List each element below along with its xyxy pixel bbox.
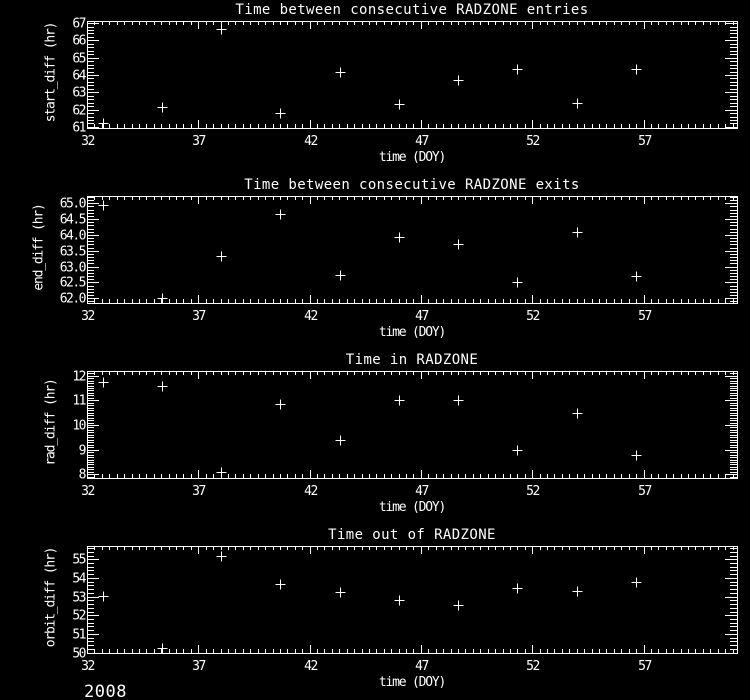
- tick-label: 42: [304, 484, 317, 499]
- tick-label: 52: [526, 134, 539, 149]
- tick-label: 62.5: [59, 275, 85, 291]
- panel3-y-axis-label: rad_diff (hr): [43, 379, 59, 466]
- panel3-title: Time in RADZONE: [345, 352, 479, 368]
- tick-label: 47: [415, 659, 428, 674]
- panel3-plot: [72, 370, 737, 500]
- tick-label: 42: [304, 309, 317, 324]
- tick-label: 63.0: [59, 260, 85, 276]
- tick-label: 47: [415, 484, 428, 499]
- tick-label: 52: [72, 608, 85, 624]
- tick-label: 8: [78, 467, 85, 483]
- tick-label: 57: [638, 309, 651, 324]
- axes-frame: [88, 197, 738, 304]
- panel1-data-points: [99, 25, 642, 129]
- tick-label: 64: [72, 68, 85, 84]
- year-label: 2008: [84, 682, 127, 700]
- tick-label: 65.0: [59, 196, 85, 212]
- tick-label: 53: [72, 590, 85, 606]
- tick-label: 37: [192, 134, 205, 149]
- tick-label: 50: [72, 646, 85, 662]
- tick-label: 64.0: [59, 228, 85, 244]
- panel1-x-axis-label: time (DOY): [378, 150, 446, 165]
- tick-label: 64.5: [59, 212, 85, 228]
- tick-label: 42: [304, 659, 317, 674]
- tick-label: 37: [192, 484, 205, 499]
- axes-frame: [88, 547, 738, 654]
- tick-label: 66: [72, 33, 85, 49]
- tick-label: 55: [72, 552, 85, 568]
- panel2-title: Time between consecutive RADZONE exits: [244, 177, 580, 193]
- panel4-data-points: [99, 552, 642, 654]
- tick-label: 12: [72, 369, 85, 385]
- tick-label: 32: [81, 484, 94, 499]
- tick-label: 67: [72, 16, 85, 32]
- tick-label: 61: [72, 120, 85, 136]
- axes-frame: [88, 372, 738, 479]
- panel4-title: Time out of RADZONE: [328, 527, 496, 543]
- tick-label: 63: [72, 85, 85, 101]
- tick-label: 62.0: [59, 291, 85, 307]
- tick-label: 52: [526, 484, 539, 499]
- tick-label: 11: [72, 393, 85, 409]
- tick-label: 47: [415, 309, 428, 324]
- panel4-x-axis-label: time (DOY): [378, 675, 446, 690]
- panel1-plot: [72, 17, 737, 150]
- panel2-data-points: [99, 201, 642, 304]
- panel2-y-axis-label: end_diff (hr): [31, 204, 47, 291]
- tick-label: 32: [81, 134, 94, 149]
- tick-label: 57: [638, 659, 651, 674]
- panel4-plot: [72, 546, 737, 674]
- panel1-title: Time between consecutive RADZONE entries: [235, 2, 589, 18]
- tick-label: 37: [192, 309, 205, 324]
- tick-label: 62: [72, 103, 85, 119]
- tick-label: 37: [192, 659, 205, 674]
- tick-label: 32: [81, 309, 94, 324]
- tick-label: 9: [78, 443, 85, 459]
- tick-label: 57: [638, 484, 651, 499]
- tick-label: 52: [526, 309, 539, 324]
- panel3-data-points: [99, 378, 642, 478]
- tick-label: 47: [415, 134, 428, 149]
- panel3-x-axis-label: time (DOY): [378, 500, 446, 515]
- tick-label: 65: [72, 51, 85, 67]
- tick-label: 32: [81, 659, 94, 674]
- panel2-plot: [60, 196, 738, 324]
- panel1-y-axis-label: start_diff (hr): [43, 22, 59, 123]
- panel2-x-axis-label: time (DOY): [378, 325, 446, 340]
- tick-label: 10: [72, 418, 85, 434]
- tick-label: 54: [72, 571, 85, 587]
- tick-label: 57: [638, 134, 651, 149]
- axes-frame: [88, 22, 738, 129]
- tick-label: 52: [526, 659, 539, 674]
- tick-label: 63.5: [59, 244, 85, 260]
- panel4-y-axis-label: orbit_diff (hr): [43, 547, 59, 648]
- tick-label: 51: [72, 627, 85, 643]
- tick-label: 42: [304, 134, 317, 149]
